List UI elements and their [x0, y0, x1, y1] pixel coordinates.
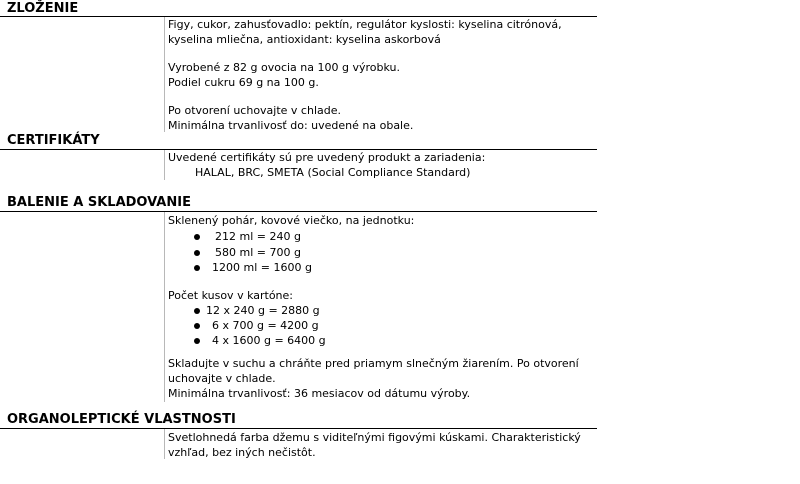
- organoleptic-line: vzhľad, bez iných nečistôt.: [168, 446, 316, 459]
- column-divider: [164, 429, 165, 459]
- list-item: 6 x 700 g = 4200 g: [212, 318, 319, 333]
- storage-note-line: Po otvorení uchovajte v chlade.: [168, 104, 341, 117]
- section-rule: [0, 211, 597, 212]
- ingredients-line: Figy, cukor, zahusťovadlo: pektín, regulátor kyslosti: kyselina citrónová,: [168, 18, 562, 31]
- storage-line: Skladujte v suchu a chráňte pred priamym slnečným žiarením. Po otvorení: [168, 357, 579, 370]
- section-rule: [0, 428, 597, 429]
- list-item: 1200 ml = 1600 g: [212, 260, 312, 275]
- sugar-content-line: Podiel cukru 69 g na 100 g.: [168, 76, 319, 89]
- section-heading-balenie: BALENIE A SKLADOVANIE: [7, 195, 191, 210]
- certificates-intro: Uvedené certifikáty sú pre uvedený produkt a zariadenia:: [168, 151, 486, 164]
- section-heading-certifikaty: CERTIFIKÁTY: [7, 133, 100, 148]
- storage-line: uchovajte v chlade.: [168, 372, 276, 385]
- shelf-life-line: Minimálna trvanlivosť do: uvedené na obale.: [168, 119, 414, 132]
- column-divider: [164, 17, 165, 132]
- list-item: 212 ml = 240 g: [215, 229, 301, 244]
- column-divider: [164, 212, 165, 402]
- carton-count-label: Počet kusov v kartóne:: [168, 289, 294, 302]
- organoleptic-line: Svetlohnedá farba džemu s viditeľnými figovými kúskami. Charakteristický: [168, 431, 581, 444]
- shelf-life-line: Minimálna trvanlivosť: 36 mesiacov od dátumu výroby.: [168, 387, 471, 400]
- section-heading-zlozenie: ZLOŽENIE: [7, 1, 79, 16]
- ingredients-line: kyselina mliečna, antioxidant: kyselina askorbová: [168, 33, 441, 46]
- packaging-intro: Sklenený pohár, kovové viečko, na jednotku:: [168, 214, 415, 227]
- list-item: 4 x 1600 g = 6400 g: [212, 333, 326, 348]
- column-divider: [164, 150, 165, 180]
- list-item: 580 ml = 700 g: [215, 245, 301, 260]
- list-item: 12 x 240 g = 2880 g: [206, 303, 320, 318]
- section-heading-organoleptic: ORGANOLEPTICKÉ VLASTNOSTI: [7, 412, 236, 427]
- certificates-list: HALAL, BRC, SMETA (Social Compliance Standard): [195, 166, 471, 179]
- fruit-content-line: Vyrobené z 82 g ovocia na 100 g výrobku.: [168, 61, 400, 74]
